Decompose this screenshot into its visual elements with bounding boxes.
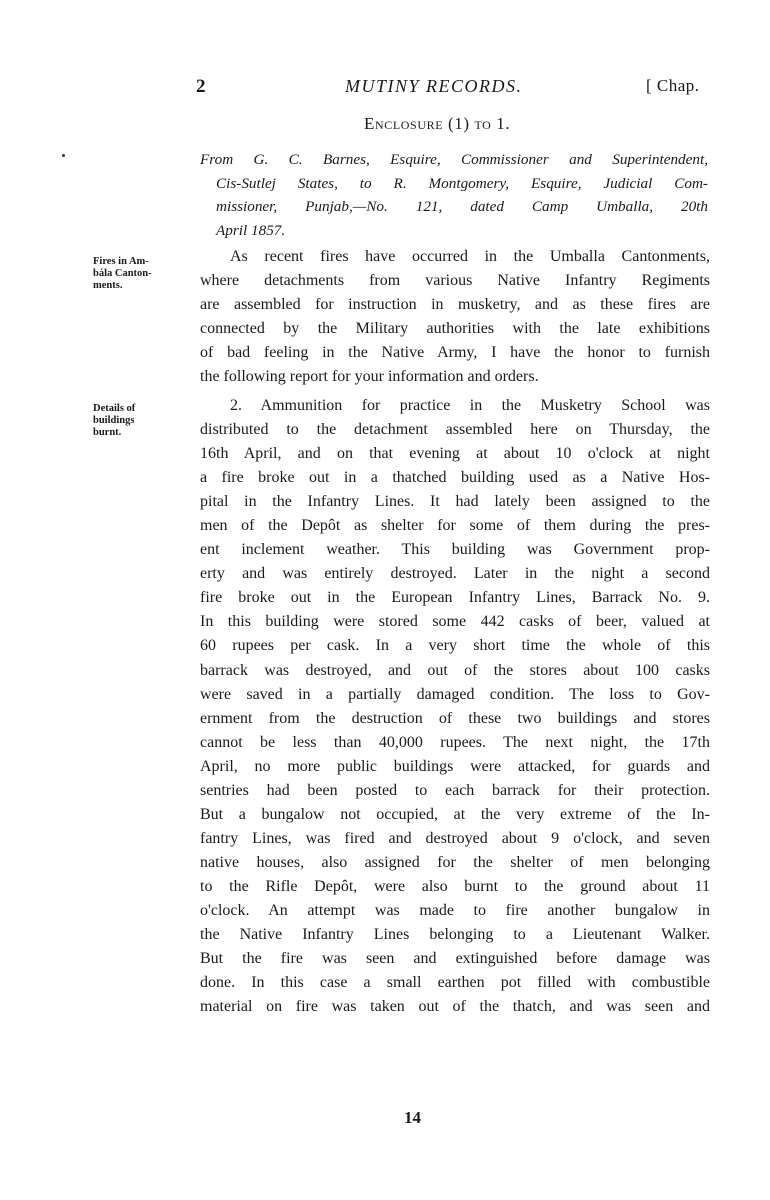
text-line: pital in the Infantry Lines. It had lately been assigned to the [200, 493, 710, 511]
sidenote-line: burnt. [93, 427, 122, 438]
text-line: native houses, also assigned for the shelter of men belonging [200, 853, 710, 871]
sidenote-line: bála Canton- [93, 268, 152, 279]
text-line: In this building were stored some 442 casks of beer, valued at [200, 613, 710, 631]
text-line: But the fire was seen and extinguished before damage was [200, 950, 710, 968]
sidenote-line: buildings [93, 415, 135, 426]
text-line: done. In this case a small earthen pot filled with combustible [200, 974, 710, 992]
running-head [0, 76, 770, 100]
text-line: fire broke out in the European Infantry Lines, Barrack No. 9. [200, 589, 710, 607]
text-line: of bad feeling in the Native Army, I have the honor to furnish [200, 344, 710, 362]
text-line: are assembled for instruction in musketry, and as these fires are [200, 296, 710, 314]
text-line: April, no more public buildings were attacked, for guards and [200, 757, 710, 775]
text-line: material on fire was taken out of the thatch, and was seen and [200, 998, 710, 1016]
text-line: As recent fires have occurred in the Umballa Cantonments, [230, 248, 710, 265]
text-line: erty and was entirely destroyed. Later in the night a second [200, 565, 710, 583]
letter-heading [200, 148, 708, 242]
ink-speck [62, 154, 65, 157]
text-line: sentries had been posted to each barrack for their protection. [200, 781, 710, 799]
sidenote-line: Fires in Am- [93, 256, 149, 267]
text-line: to the Rifle Depôt, were also burnt to the ground about 11 [200, 877, 710, 895]
sidenote-fires [93, 256, 188, 292]
text-line: ernment from the destruction of these two buildings and stores [200, 709, 710, 727]
text-line: cannot be less than 40,000 rupees. The next night, the 17th [200, 733, 710, 751]
page-number: 2 [196, 76, 206, 97]
text-line: men of the Depôt as shelter for some of them during the pres- [200, 517, 710, 535]
text-line: where detachments from various Native Infantry Regiments [200, 272, 710, 290]
letter-heading-line: April 1857. [216, 221, 286, 239]
enclosure-title: Enclosure (1) to 1. [364, 114, 511, 133]
sidenote-line: ments. [93, 280, 123, 291]
letter-heading-line: missioner, Punjab,—No. 121, dated Camp Umballa, 20th [216, 198, 708, 215]
text-line: 60 rupees per cask. In a very short time the whole of this [200, 637, 710, 655]
letter-heading-line: From G. C. Barnes, Esquire, Commissioner and Superintendent, [200, 151, 708, 168]
paragraph-2 [200, 394, 710, 1019]
text-line: ent inclement weather. This building was Government prop- [200, 541, 710, 559]
letter-heading-line: Cis-Sutlej States, to R. Montgomery, Esquire, Judicial Com- [216, 174, 708, 192]
text-line: o'clock. An attempt was made to fire another bungalow in [200, 901, 710, 919]
sidenote-details [93, 403, 188, 439]
sidenote-line: Details of [93, 403, 136, 414]
text-line: distributed to the detachment assembled here on Thursday, the [200, 421, 710, 439]
chapter-marker: [ Chap. [646, 76, 700, 95]
running-title: MUTINY RECORDS. [345, 76, 523, 96]
text-line: the Native Infantry Lines belonging to a Lieutenant Walker. [200, 926, 710, 944]
text-line: fantry Lines, was fired and destroyed about 9 o'clock, and seven [200, 829, 710, 847]
text-line: a fire broke out in a thatched building used as a Native Hos- [200, 469, 710, 487]
text-line: 2. Ammunition for practice in the Musketry School was [230, 397, 710, 414]
text-line: barrack was destroyed, and out of the stores about 100 casks [200, 661, 710, 679]
footer-page-number: 14 [404, 1108, 421, 1127]
text-line: the following report for your information and orders. [200, 368, 539, 386]
text-line: were saved in a partially damaged condition. The loss to Gov- [200, 685, 710, 703]
text-line: But a bungalow not occupied, at the very extreme of the In- [200, 805, 710, 823]
paragraph-1 [200, 245, 710, 389]
text-line: 16th April, and on that evening at about 10 o'clock at night [200, 445, 710, 463]
text-line: connected by the Military authorities with the late exhibitions [200, 320, 710, 338]
